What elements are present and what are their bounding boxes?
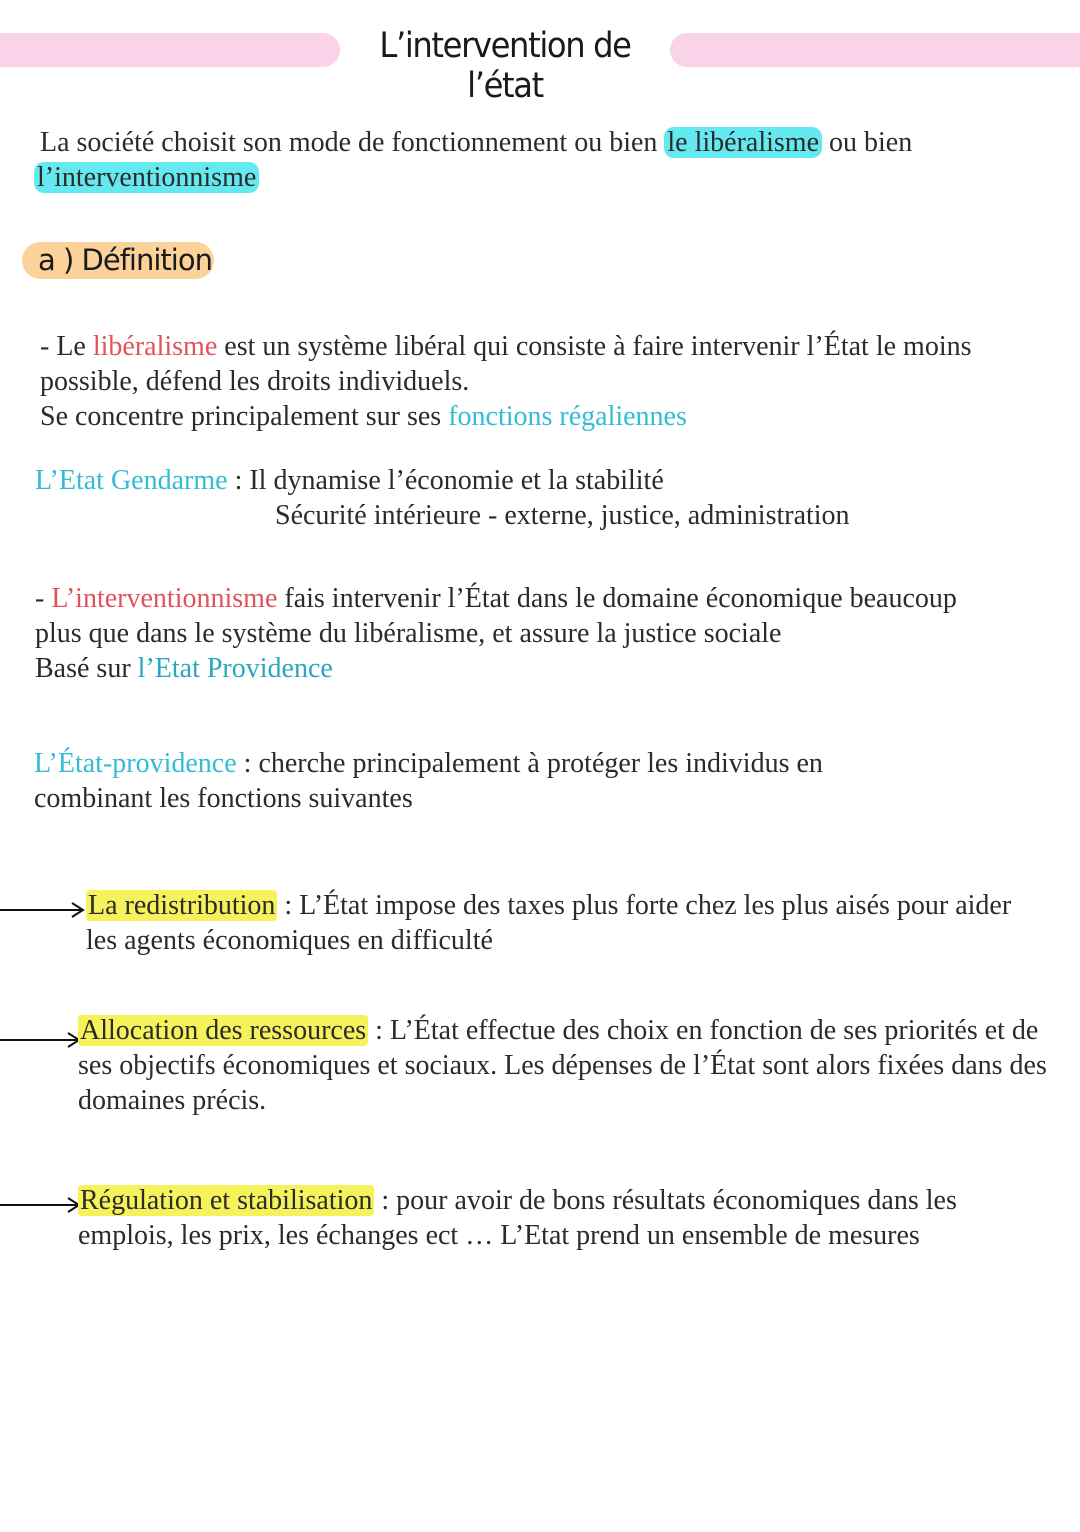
function-allocation	[78, 1013, 1058, 1118]
etat-providence-paragraph	[34, 746, 934, 816]
intro-text: La société choisit son mode de fonctionnement ou bien	[40, 127, 665, 158]
term-redistribution: La redistribution	[88, 890, 276, 921]
liberalisme-text: est un système libéral qui consiste à faire intervenir l’État le moins possible, défend les droits individuels.	[40, 331, 972, 397]
interventionnisme-text: fais intervenir l’État dans le domaine économique beaucoup plus que dans le système du libéralisme, et assure la justice sociale	[35, 583, 957, 649]
section-heading-definition: a ) Définition	[22, 242, 214, 279]
title-band-right	[670, 33, 1080, 67]
term-etat-providence-def: L’État-providence	[34, 748, 237, 779]
term-liberalisme: libéralisme	[92, 331, 218, 362]
etat-gendarme-paragraph	[35, 463, 1035, 533]
interventionnisme-paragraph	[35, 581, 980, 686]
allocation-text: : L’État effectue des choix en fonction de ses priorités et de ses objectifs économiques et sociaux. Les dépenses de l’État sont alors fixées dans des domaines précis.	[78, 1015, 1047, 1116]
arrow-icon	[0, 1195, 90, 1215]
regulation-text: : pour avoir de bons résultats économiques dans les emplois, les prix, les échanges ect … L’Etat prend un ensemble de mesures	[78, 1185, 957, 1251]
term-etat-providence: l’Etat Providence	[137, 653, 333, 684]
term-allocation: Allocation des ressources	[80, 1015, 367, 1046]
dash: -	[35, 583, 52, 614]
redistribution-text: : L’État impose des taxes plus forte chez les plus aisés pour aider les agents économiques en difficulté	[86, 890, 1012, 956]
etat-gendarme-text: : Il dynamise l’économie et la stabilité	[227, 465, 664, 496]
dash: - Le	[40, 331, 93, 362]
function-redistribution	[86, 888, 1046, 958]
intro-paragraph	[37, 125, 1040, 195]
title-band-left	[0, 33, 340, 67]
highlight-interventionnisme: l’interventionnisme	[34, 162, 259, 193]
term-fonctions-regaliennes: fonctions régaliennes	[448, 401, 687, 432]
term-etat-gendarme: L’Etat Gendarme	[35, 465, 228, 496]
page-title: L’intervention de l’état	[379, 26, 631, 106]
term-interventionnisme: L’interventionnisme	[51, 583, 278, 614]
function-regulation	[78, 1183, 1048, 1253]
term-regulation: Régulation et stabilisation	[80, 1185, 373, 1216]
highlight-liberalisme: le libéralisme	[664, 127, 822, 158]
arrow-icon	[0, 1030, 90, 1050]
etat-providence-text: : cherche principalement à protéger les individus en combinant les fonctions suivantes	[34, 748, 823, 814]
liberalisme-paragraph	[40, 329, 1060, 434]
etat-gendarme-line2: Sécurité intérieure - externe, justice, administration	[275, 500, 850, 531]
intro-text-middle: ou bien	[822, 127, 913, 158]
arrow-icon	[0, 900, 90, 920]
interventionnisme-line3: Basé sur	[35, 653, 138, 684]
liberalisme-line2: Se concentre principalement sur ses	[40, 401, 449, 432]
